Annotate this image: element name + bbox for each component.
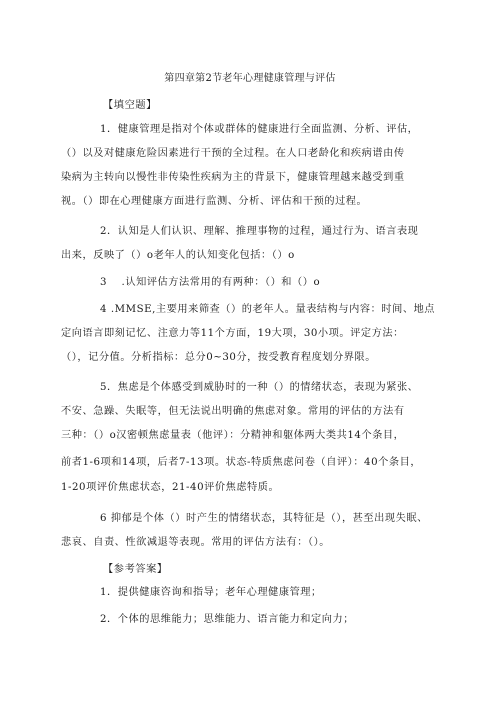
- question-2-line-2: 出来，反映了（）o老年人的认知变化包括：（）o: [61, 250, 295, 261]
- question-4-line-1: 4 .MMSE,主要用来筛查（）的老年人。量表结构与内容：时间、地点: [100, 304, 436, 315]
- question-5-line-1: 5．焦虑是个体感受到威胁时的一种（）的情绪状态，表现为紧张、: [100, 382, 419, 393]
- question-6-line-2: 悲哀、自责、性欲减退等表现。常用的评估方法有：（）。: [61, 537, 330, 548]
- fill-in-blank-heading: 【填空题】: [103, 100, 157, 111]
- question-1-line-1: 1．健康管理是指对个体或群体的健康进行全面监测、分析、评估，: [100, 124, 419, 135]
- question-5-line-5: 1-20项评价焦虑状态，21-40评价焦虑特质。: [61, 482, 280, 493]
- question-2-line-1: 2．认知是人们认识、理解、推理事物的过程，通过行为、语言表现: [100, 226, 419, 237]
- answer-1-line-1: 1．提供健康咨询和指导；老年心理健康管理；: [100, 587, 322, 598]
- question-3-line-1: 3 .认知评估方法常用的有两种：（）和（）o: [100, 277, 321, 288]
- answer-2-line-1: 2．个体的思维能力；思维能力、语言能力和定向力；: [100, 614, 354, 625]
- question-5-line-4: 前者1-6项和14项，后者7-13项。状态-特质焦虑问卷（自评）：40个条目，: [61, 457, 422, 468]
- document-title: 第四章第2节老年心理健康管理与评估: [164, 73, 336, 84]
- question-5-line-3: 三种：（）o汉密顿焦虑量表（他评）：分精神和躯体两大类共14个条目，: [61, 430, 405, 441]
- question-5-line-2: 不安、急躁、失眠等，但无法说出明确的焦虑对象。常用的评估的方法有: [61, 406, 405, 417]
- question-6-line-1: 6 抑郁是个体（）时产生的情绪状态，其特征是（），甚至出现失眠、: [100, 513, 428, 524]
- reference-answers-heading: 【参考答案】: [103, 564, 168, 575]
- question-4-line-2: 定向语言即刻记忆、注意力等11个方面，19大项，30小项。评定方法：: [61, 328, 404, 339]
- question-4-line-3: （），记分值。分析指标：总分0~30分，按受教育程度划分界限。: [61, 352, 376, 363]
- question-1-line-2: （）以及对健康危险因素进行干预的全过程。在人口老龄化和疾病谱由传: [61, 148, 405, 159]
- question-1-line-3: 染病为主转向以慢性非传染性疾病为主的背景下，健康管理越来越受到重: [61, 172, 405, 183]
- question-1-line-4: 视。（）即在心理健康方面进行监测、分析、评估和干预的过程。: [61, 196, 368, 207]
